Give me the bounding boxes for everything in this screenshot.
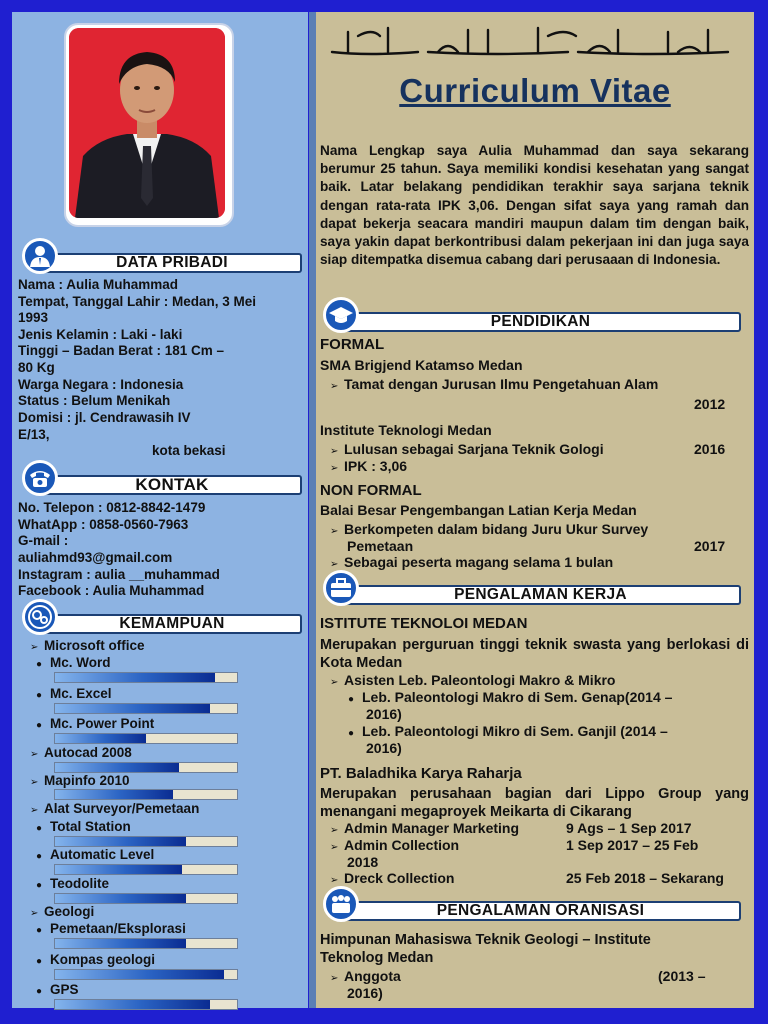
personal-domicile: Domisi : jl. Cendrawasih IV [18,410,191,425]
section-header-pendidikan [340,312,741,332]
work-1-description: Merupakan perguruan tinggi teknik swasta yang berlokasi di Kota Medan [320,637,749,671]
column-divider [309,12,316,1008]
personal-name: Nama : Aulia Muhammad [18,277,179,292]
skill-automatic-level: ● Automatic Level [36,847,155,862]
skill-gps: ● GPS [36,982,79,997]
section-title: PENGALAMAN KERJA [454,586,627,603]
education-balai-intern: ➢ Sebagai peserta magang selama 1 bulan [330,554,614,570]
work-1-role-2: ● Leb. Paleontologi Mikro di Sem. Ganjil (2014 – [348,723,668,739]
education-itm: Institute Teknologi Medan [320,422,492,438]
work-1-role: ➢ Asisten Leb. Paleontologi Makro & Mikro [330,672,616,688]
group-icon [323,886,359,922]
briefcase-icon [323,570,359,606]
section-title: DATA PRIBADI [116,254,228,271]
work-2-role-2: ➢ Admin Collection [330,837,460,853]
education-balai-detail: ➢ Berkompeten dalam bidang Juru Ukur Survey [330,521,649,537]
work-2-role-1: ➢ Admin Manager Marketing [330,820,520,836]
personal-domicile-2: E/13, [18,427,50,442]
telephone-icon [22,460,58,496]
person-icon [22,238,58,274]
skill-total-station: ● Total Station [36,819,131,834]
skill-powerpoint: ● Mc. Power Point [36,716,155,731]
skill-group-microsoft-office: ➢ Microsoft office [30,638,145,653]
work-1-role-2-years: 2016) [366,740,402,756]
section-header-kontak [42,475,302,495]
skill-bar-gps [54,999,238,1010]
skill-bar-word [54,672,238,683]
section-title: KONTAK [135,475,209,494]
skill-bar-mapinfo [54,789,238,800]
skills-gears-icon [22,599,58,635]
section-header-data-pribadi [42,253,302,273]
education-balai: Balai Besar Pengembangan Latian Kerja Medan [320,502,637,518]
work-2-title: PT. Baladhika Karya Raharja [320,765,522,782]
section-header-kemampuan [42,614,302,634]
org-years-2: 2016) [347,985,383,1001]
skill-bar-total-station [54,836,238,847]
skill-pemetaan: ● Pemetaan/Eksplorasi [36,921,186,936]
skill-kompas: ● Kompas geologi [36,952,156,967]
skill-bar-autocad [54,762,238,773]
skill-group-mapinfo: ➢ Mapinfo 2010 [30,773,130,788]
section-title: PENDIDIKAN [490,313,591,330]
summary-paragraph: Nama Lengkap saya Aulia Muhammad dan saya sekarang berumur 25 tahun. Saya memiliki kondisi kesehatan yang sangat baik. Latar belakang pendidikan terakhir saya sarjana teknik dengan rata-rata IPK 3,06. Dengan sifat saya yang ramah dan dapat bekerja seacara mandiri maupun dalam tim dengan baik, saya yakin dapat berkontribusi dalam pekerjaan ini dan juga saya siap ditempatka disemua cabang dari perusaaan di Indonesia. [320,143,749,268]
skill-bar-excel [54,703,238,714]
education-itm-detail: ➢ Lulusan sebagai Sarjana Teknik Gologi [330,441,604,457]
skill-word: ● Mc. Word [36,655,111,670]
skill-excel: ● Mc. Excel [36,686,112,701]
section-header-pengalaman-organisasi [340,901,741,921]
page-title: Curriculum Vitae [399,72,671,109]
education-sma: SMA Brigjend Katamso Medan [320,357,523,373]
contact-instagram: Instagram : aulia __muhammad [18,567,220,582]
section-header-pengalaman-kerja [340,585,741,605]
education-nonformal-label: NON FORMAL [320,482,422,499]
education-sma-year: 2012 [694,396,726,412]
personal-height-weight: Tinggi – Badan Berat : 181 Cm – [18,343,225,358]
personal-gender: Jenis Kelamin : Laki - laki [18,327,183,342]
org-years: (2013 – [658,968,706,984]
graduation-cap-icon [323,297,359,333]
work-2-role-2-dates: 1 Sep 2017 – 25 Feb [566,837,699,853]
work-2-role-1-dates: 9 Ags – 1 Sep 2017 [566,820,692,836]
org-role: ➢ Anggota [330,968,401,984]
skill-bar-pemetaan [54,938,238,949]
contact-phone: No. Telepon : 0812-8842-1479 [18,500,206,515]
skill-group-geologi: ➢ Geologi [30,904,95,919]
personal-status: Status : Belum Menikah [18,393,171,408]
work-2-description: Merupakan perusahaan bagian dari Lippo Group yang menangani megaproyek Meikarta di Cikarang [320,786,749,820]
work-1-role-1-years: 2016) [366,706,402,722]
org-name: Himpunan Mahasiswa Teknik Geologi – Institute [320,932,651,948]
work-2-role-3-dates: 25 Feb 2018 – Sekarang [566,870,724,886]
personal-birth: Tempat, Tanggal Lahir : Medan, 3 Mei [18,294,257,309]
work-1-title: ISTITUTE TEKNOLOI MEDAN [320,615,528,632]
skill-bar-kompas [54,969,238,980]
education-balai-detail-2: Pemetaan [347,538,414,554]
contact-facebook: Facebook : Aulia Muhammad [18,583,205,598]
work-1-role-1: ● Leb. Paleontologi Makro di Sem. Genap(2014 – [348,689,673,705]
skill-group-surveyor: ➢ Alat Surveyor/Pemetaan [30,801,200,816]
education-sma-detail: ➢ Tamat dengan Jurusan Ilmu Pengetahuan Alam [330,376,659,392]
contact-gmail: auliahmd93@gmail.com [18,550,173,565]
org-name-2: Teknolog Medan [320,950,434,966]
contact-gmail-label: G-mail : [18,533,69,548]
section-title: PENGALAMAN ORANISASI [436,902,645,919]
personal-citizenship: Warga Negara : Indonesia [18,377,184,392]
profile-photo [69,28,225,218]
section-title: KEMAMPUAN [119,615,225,632]
skill-bar-automatic-level [54,864,238,875]
personal-birth-year: 1993 [18,310,49,325]
skill-group-autocad: ➢ Autocad 2008 [30,745,132,760]
basmala-calligraphy [328,22,740,62]
education-balai-year: 2017 [694,538,726,554]
work-2-role-3: ➢ Dreck Collection [330,870,455,886]
skill-bar-teodolite [54,893,238,904]
education-ipk: ➢ IPK : 3,06 [330,458,408,474]
skill-teodolite: ● Teodolite [36,876,109,891]
personal-weight: 80 Kg [18,360,55,375]
personal-domicile-city: kota bekasi [152,443,226,458]
skill-bar-powerpoint [54,733,238,744]
education-formal-label: FORMAL [320,336,385,353]
contact-whatsapp: WhatApp : 0858-0560-7963 [18,517,189,532]
work-2-role-2-dates-2: 2018 [347,854,379,870]
education-itm-year: 2016 [694,441,726,457]
